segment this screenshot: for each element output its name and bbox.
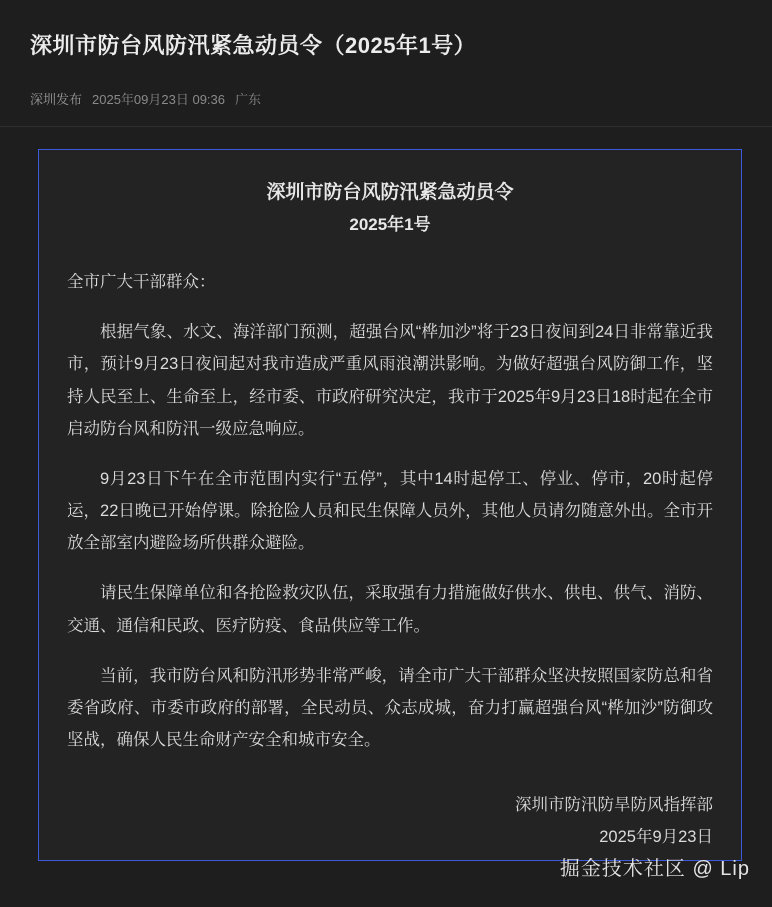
document-paragraph: 根据气象、水文、海洋部门预测，超强台风“桦加沙”将于23日夜间到24日非常靠近我市，预计9月23日夜间起对我市造成严重风雨浪潮洪影响。为做好超强台风防御工作，坚持人民至上、生命至上，经市委、市政府研究决定，我市于2025年9月23日18时起在全市启动防台风和防汛一级应急响应。	[67, 323, 713, 438]
meta-source: 深圳发布	[30, 92, 83, 108]
document-salutation: 全市广大干部群众：	[67, 272, 216, 291]
document-signature: 深圳市防汛防旱防风指挥部	[515, 796, 713, 815]
meta-datetime: 2025年09月23日 09:36	[92, 92, 225, 108]
document-paragraph: 请民生保障单位和各抢险救灾队伍，采取强有力措施做好供水、供电、供气、消防、交通、通信和民政、医疗防疫、食品供应等工作。	[67, 584, 713, 635]
document-card	[38, 149, 742, 861]
meta-region: 广东	[235, 92, 262, 108]
page-title: 深圳市防台风防汛紧急动员令（2025年1号）	[30, 32, 477, 58]
header-divider	[0, 126, 772, 127]
document-title: 深圳市防台风防汛紧急动员令	[266, 182, 514, 204]
watermark: 掘金技术社区 @ Lip	[559, 857, 750, 880]
document-sign-date: 2025年9月23日	[599, 827, 713, 846]
document-subtitle: 2025年1号	[349, 215, 431, 235]
document-paragraph: 当前，我市防台风和防汛形势非常严峻，请全市广大干部群众坚决按照国家防总和省委省政府、市委市政府的部署，全民动员、众志成城，奋力打赢超强台风“桦加沙”防御攻坚战，确保人民生命财产安全和城市安全。	[67, 666, 713, 750]
document-paragraph: 9月23日下午在全市范围内实行“五停”，其中14时起停工、停业、停市，20时起停运，22日晚已开始停课。除抢险人员和民生保障人员外，其他人员请勿随意外出。全市开放全部室内避险场所供群众避险。	[67, 469, 713, 553]
article-meta	[0, 75, 772, 108]
article-page	[0, 15, 772, 907]
